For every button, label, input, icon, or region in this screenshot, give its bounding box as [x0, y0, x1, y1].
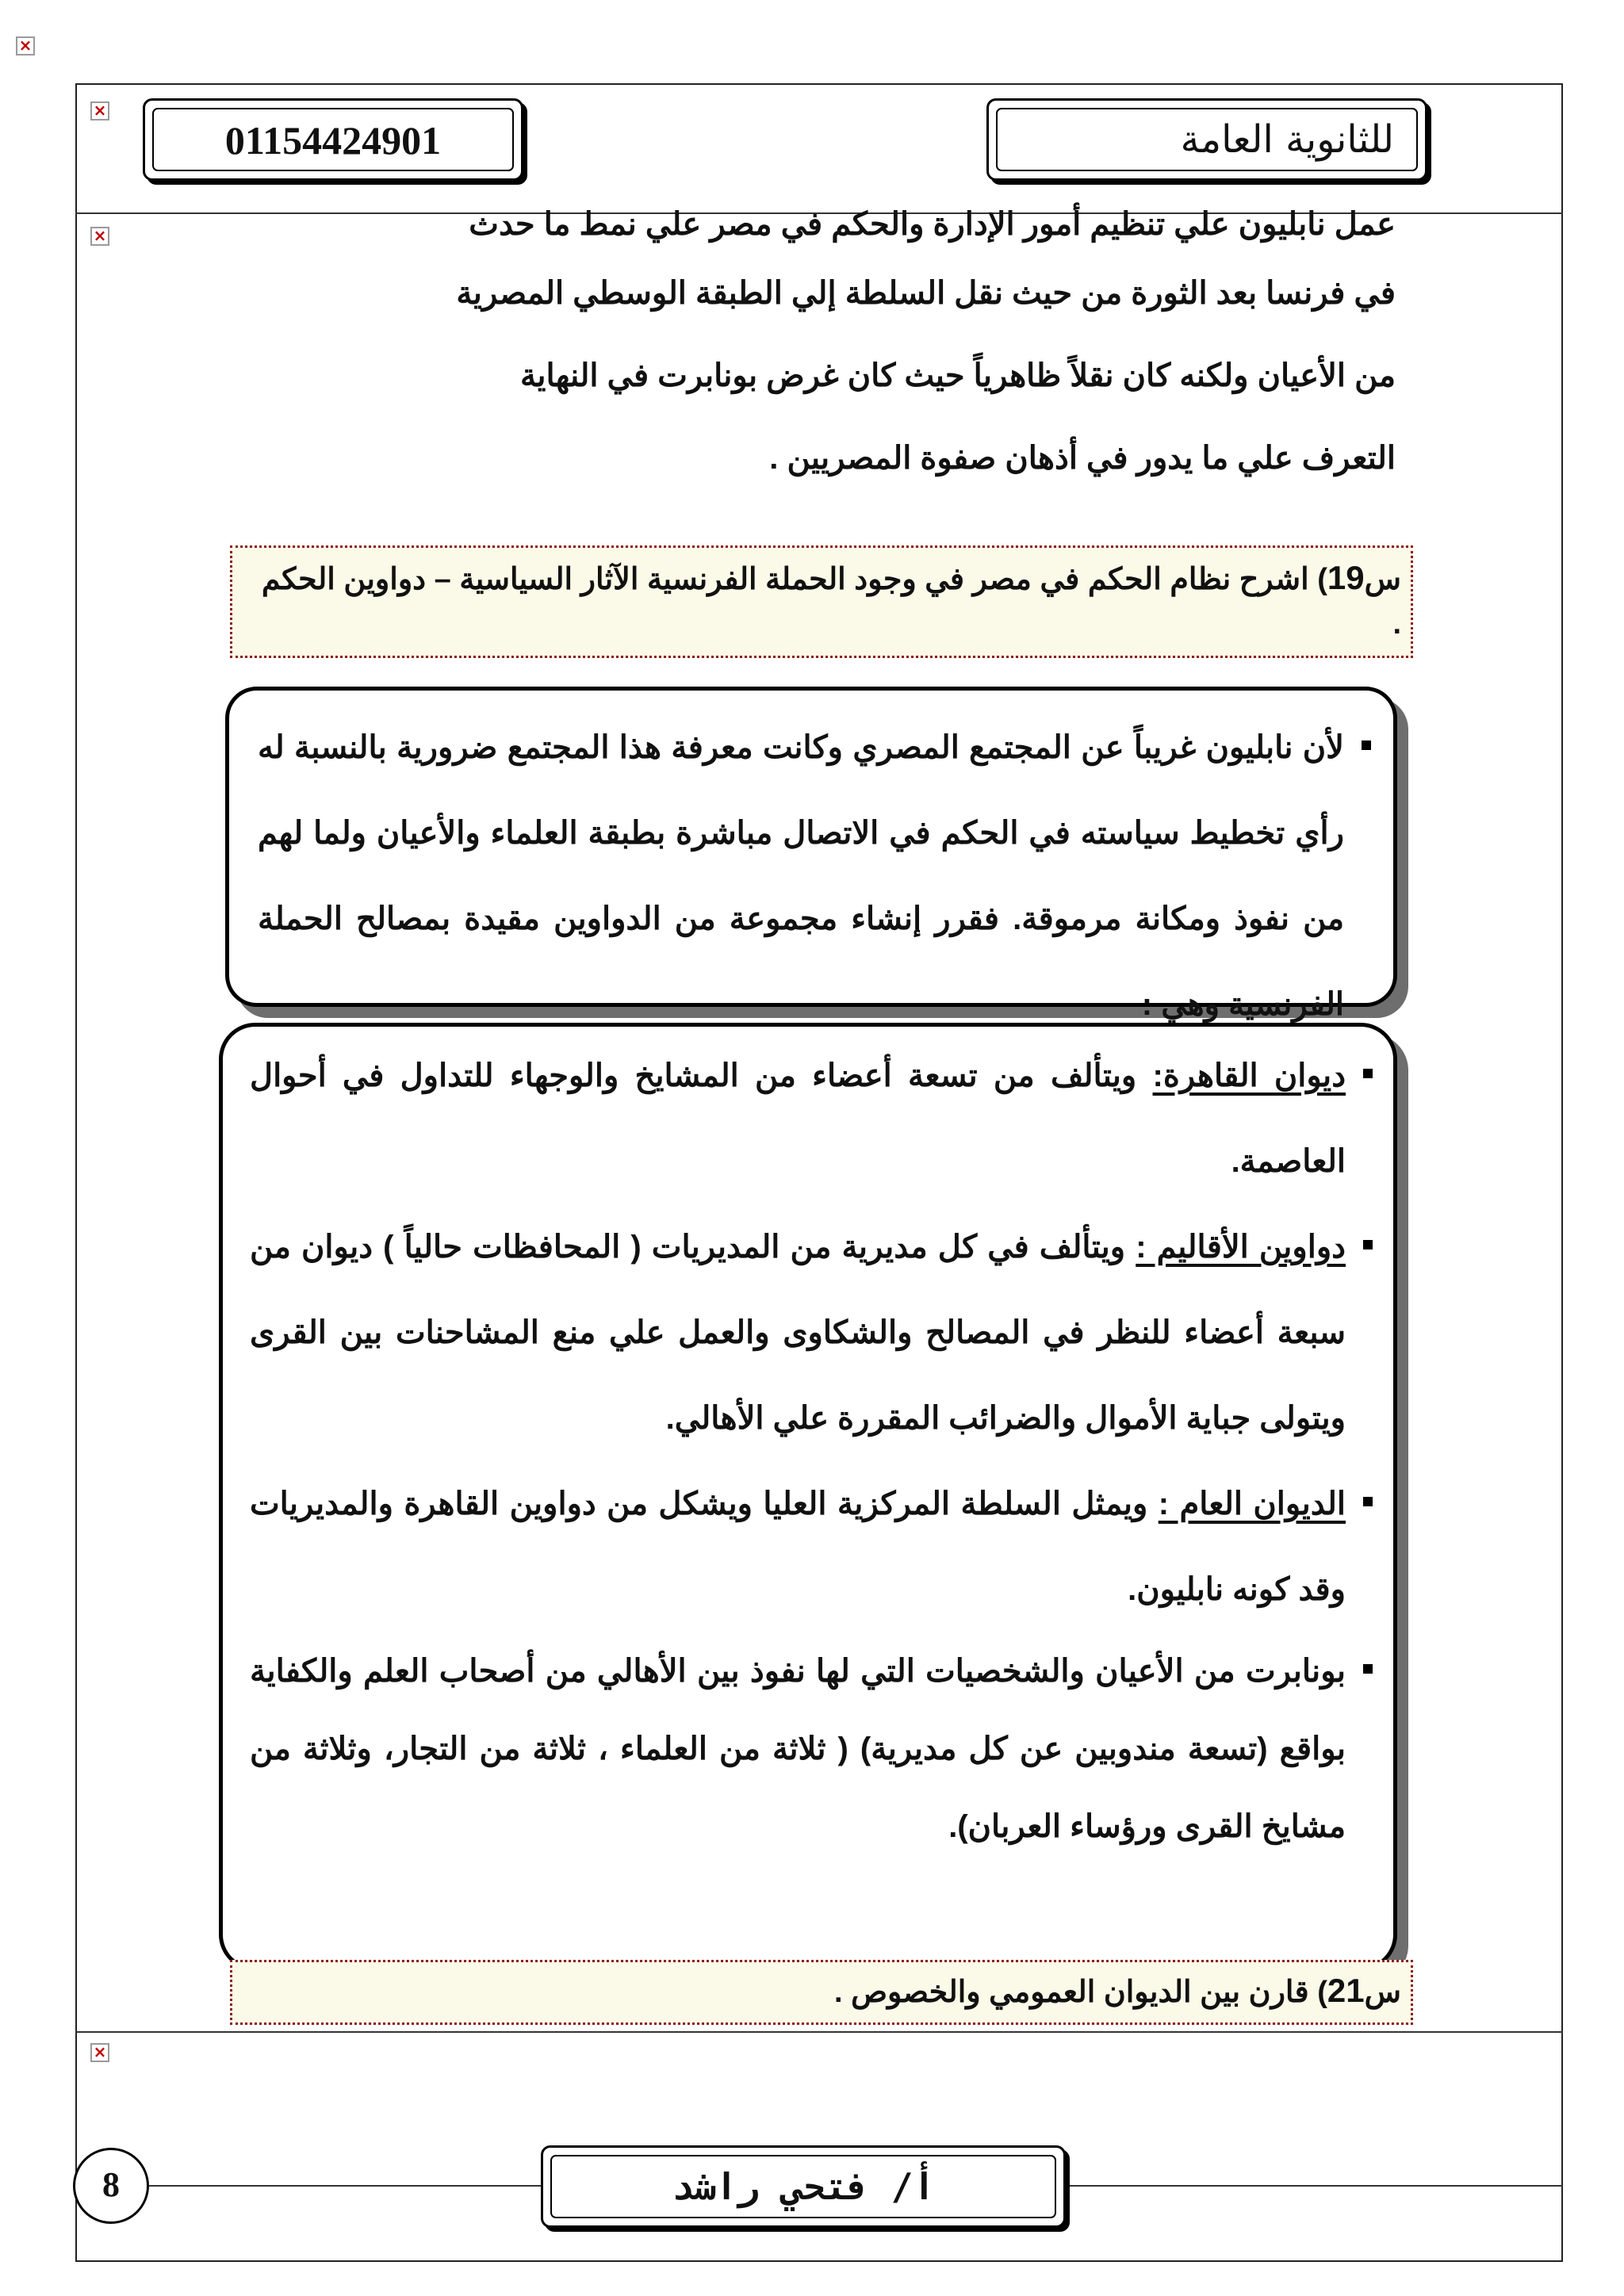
footer-rule-right	[1066, 2185, 1563, 2187]
question-prefix: س	[1364, 563, 1401, 596]
intro-line: في فرنسا بعد الثورة من حيث نقل السلطة إلي الطبقة الوسطي المصرية	[456, 276, 1396, 311]
diwan-label: ديوان القاهرة:	[1152, 1058, 1346, 1093]
author-name: أ/ فتحي راشد	[550, 2155, 1056, 2218]
intro-line: من الأعيان ولكنه كان نقلاً ظاهرياً حيث كان غرض بونابرت في النهاية	[519, 358, 1396, 393]
question-19	[230, 545, 1413, 658]
broken-image-icon: ×	[16, 36, 35, 55]
list-item	[250, 1204, 1366, 1461]
list-item	[250, 1632, 1366, 1866]
list-item	[258, 705, 1365, 1047]
author-box	[541, 2145, 1066, 2228]
list-item	[250, 1033, 1366, 1204]
answer-intro-text: لأن نابليون غريباً عن المجتمع المصري وكانت معرفة هذا المجتمع ضرورية بالنسبة له رأي تخطيط سياسته في الحكم في الاتصال مباشرة بطبقة العلماء والأعيان ولما لهم من نفوذ ومكانة مرموقة. فقرر إنشاء مجموعة من الدواوين مقيدة بمصالح الحملة الفرنسية وهي :	[258, 730, 1344, 1022]
phone-box	[143, 98, 523, 181]
footer-rule-left	[149, 2185, 541, 2187]
question-number: 19	[1327, 559, 1365, 596]
diwan-label: دواوين الأقاليم :	[1136, 1230, 1346, 1265]
footer-rule-top	[75, 2031, 1563, 2033]
diwan-text: ويمثل السلطة المركزية العليا ويشكل من دواوين القاهرة والمديريات وقد كونه نابليون.	[250, 1487, 1346, 1607]
broken-image-icon: ×	[90, 2043, 109, 2062]
list-item	[250, 1461, 1366, 1632]
title-box	[986, 98, 1427, 181]
question-text: ) اشرح نظام الحكم في مصر في وجود الحملة الفرنسية الآثار السياسية – دواوين الحكم .	[261, 563, 1401, 641]
question-21	[230, 1960, 1413, 2025]
diwan-text: ويتألف في كل مديرية من المديريات ( المحافظات حالياً ) ديوان من سبعة أعضاء للنظر في المصالح والشكاوى والعمل علي منع المشاحنات بين القرى ويتولى جباية الأموال والضرائب المقررة علي الأهالي.	[250, 1230, 1346, 1436]
diwan-text: بونابرت من الأعيان والشخصيات التي لها نفوذ بين الأهالي من أصحاب العلم والكفاية بواقع (تسعة مندوبين عن كل مديرية) ( ثلاثة من العلماء ، ثلاثة من التجار، وثلاثة من مشايخ القرى ورؤساء العربان).	[250, 1654, 1346, 1844]
question-text: ) قارن بين الديوان العمومي والخصوص .	[833, 1976, 1327, 2009]
intro-line: عمل نابليون علي تنظيم أمور الإدارة والحكم في مصر علي نمط ما حدث	[469, 207, 1396, 242]
answer-intro-panel	[225, 687, 1397, 1022]
diwan-text: ويتألف من تسعة أعضاء من المشايخ والوجهاء للتداول في أحوال العاصمة.	[250, 1058, 1346, 1179]
diwan-label: الديوان العام :	[1158, 1487, 1346, 1521]
bullet-icon	[1362, 740, 1371, 750]
phone-number: 01154424901	[152, 108, 514, 171]
dawawin-panel	[219, 1023, 1397, 1971]
intro-line: التعرف علي ما يدور في أذهان صفوة المصريين .	[769, 441, 1396, 476]
bullet-icon	[1363, 1497, 1373, 1506]
question-prefix: س	[1364, 1976, 1401, 2009]
question-number: 21	[1327, 1972, 1365, 2009]
page-title: للثانوية العامة	[996, 108, 1418, 171]
bullet-icon	[1363, 1069, 1373, 1078]
bullet-icon	[1363, 1664, 1373, 1674]
bullet-icon	[1363, 1240, 1373, 1249]
intro-paragraph	[242, 197, 1396, 499]
broken-image-icon: ×	[90, 101, 109, 121]
page-number: 8	[73, 2148, 149, 2224]
broken-image-icon: ×	[90, 227, 109, 246]
